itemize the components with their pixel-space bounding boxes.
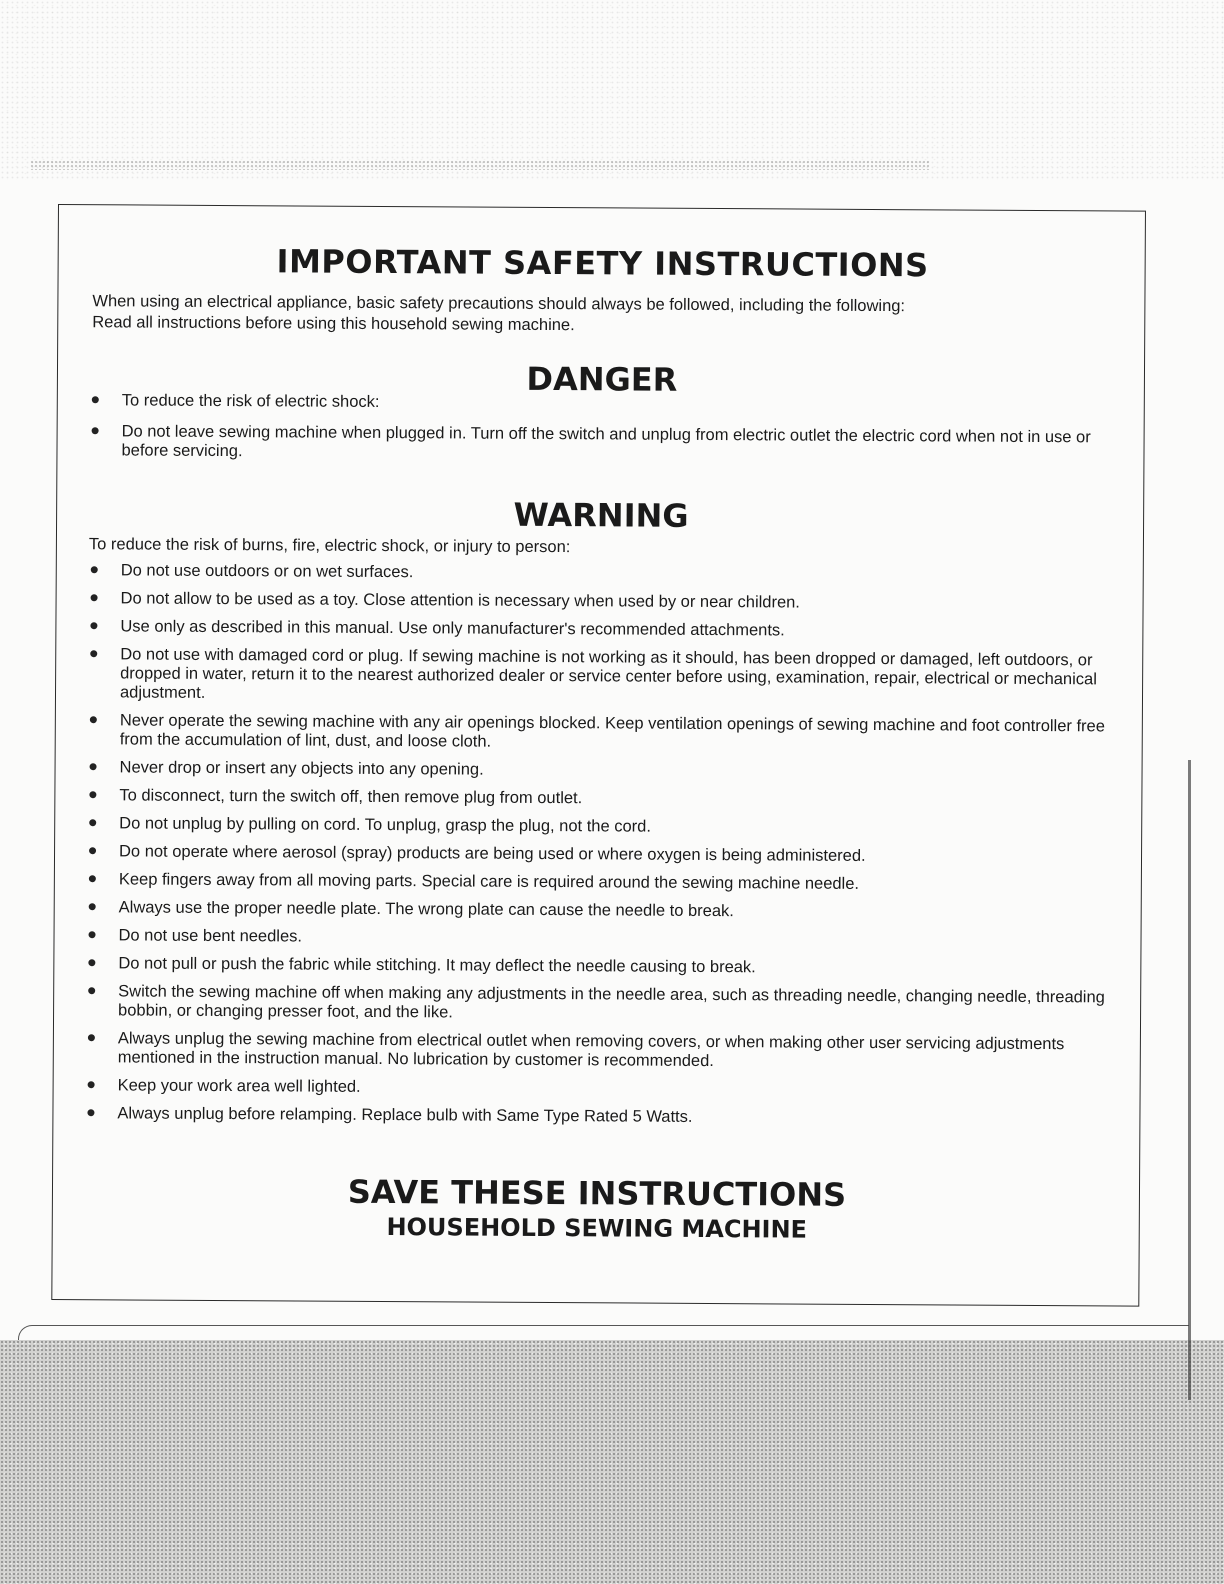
- list-item: [86, 617, 1116, 642]
- list-item: [84, 926, 1114, 951]
- list-item: [87, 589, 1117, 614]
- bullet-icon: [89, 875, 96, 882]
- list-item: [84, 1029, 1114, 1073]
- intro-line-2: Read all instructions before using this household sewing machine.: [92, 313, 575, 335]
- page-title: IMPORTANT SAFETY INSTRUCTIONS: [276, 242, 929, 285]
- bullet-icon: [88, 1081, 95, 1088]
- list-item-text: Never operate the sewing machine with any air openings blocked. Keep ventilation openings of sewing machine and foot controller free from the accumulation of lint, dust, and loose cloth.: [119, 711, 1105, 751]
- list-item-text: Keep your work area well lighted.: [117, 1076, 361, 1096]
- danger-heading: DANGER: [526, 359, 678, 399]
- bullet-icon: [91, 566, 98, 573]
- list-item-text: To reduce the risk of electric shock:: [121, 391, 380, 411]
- list-item-text: Keep fingers away from all moving parts. Special care is required around the sewing machine needle.: [118, 870, 860, 893]
- scan-noise-bottom: [0, 1340, 1224, 1584]
- list-item-text: Always unplug before relamping. Replace bulb with Same Type Rated 5 Watts.: [117, 1104, 693, 1126]
- bullet-icon: [89, 791, 96, 798]
- list-item: [84, 982, 1114, 1026]
- list-item-text: Do not unplug by pulling on cord. To unplug, grasp the plug, not the cord.: [119, 814, 651, 836]
- bullet-icon: [88, 987, 95, 994]
- bullet-icon: [90, 716, 97, 723]
- bullet-icon: [87, 1109, 94, 1116]
- safety-instructions-box: [51, 204, 1146, 1307]
- scan-noise-top: [0, 0, 1224, 180]
- list-item-text: To disconnect, turn the switch off, then remove plug from outlet.: [119, 786, 583, 808]
- bullet-icon: [92, 427, 99, 434]
- list-item-text: Do not use outdoors or on wet surfaces.: [120, 561, 414, 582]
- danger-list: [87, 391, 1117, 478]
- scan-noise-line: [30, 160, 930, 170]
- list-item-text: Never drop or insert any objects into any opening.: [119, 758, 484, 779]
- list-item: [85, 758, 1115, 783]
- list-item-text: Always unplug the sewing machine from electrical outlet when removing covers, or when making other user servicing adjustments mentioned in the instruction manual. No lubrication by customer is recommended.: [117, 1029, 1065, 1071]
- list-item-text: Do not operate where aerosol (spray) products are being used or where oxygen is being administered.: [118, 842, 866, 865]
- list-item: [84, 954, 1114, 979]
- bullet-icon: [90, 763, 97, 770]
- list-item: [87, 422, 1117, 466]
- warning-list: [83, 561, 1116, 1138]
- list-item: [85, 870, 1115, 895]
- bullet-icon: [90, 622, 97, 629]
- save-instructions-heading: SAVE THESE INSTRUCTIONS: [347, 1172, 847, 1214]
- list-item: [87, 561, 1117, 586]
- intro-line-1: When using an electrical appliance, basic safety precautions should always be followed, including the following:: [92, 292, 906, 316]
- list-item: [86, 645, 1116, 708]
- list-item-text: Do not use with damaged cord or plug. If sewing machine is not working as it should, has been dropped or damaged, left outdoors, or dropped in water, return it to the nearest authorized dealer or service center before using, examination, repair, electrical or mechanical adjustment.: [119, 645, 1097, 702]
- list-item: [85, 898, 1115, 923]
- bullet-icon: [88, 959, 95, 966]
- intro-paragraph: [92, 291, 1102, 339]
- list-item: [86, 711, 1116, 755]
- list-item-text: Use only as described in this manual. Use only manufacturer's recommended attachments.: [120, 617, 785, 640]
- bullet-icon: [90, 650, 97, 657]
- list-item-text: Always use the proper needle plate. The wrong plate can cause the needle to break.: [118, 898, 734, 921]
- product-subheading: HOUSEHOLD SEWING MACHINE: [386, 1213, 808, 1244]
- list-item-text: Switch the sewing machine off when making any adjustments in the needle area, such as threading needle, changing needle, threading bobbin, or changing presser foot, and the like.: [118, 982, 1105, 1022]
- list-item-text: Do not use bent needles.: [118, 926, 303, 946]
- warning-heading: WARNING: [513, 495, 689, 535]
- list-item-text: Do not leave sewing machine when plugged in. Turn off the switch and unplug from electric outlet the electric cord when not in use or before servicing.: [121, 422, 1091, 461]
- bullet-icon: [88, 1034, 95, 1041]
- list-item: [85, 786, 1115, 811]
- page-right-edge: [1188, 760, 1191, 1400]
- bullet-icon: [89, 903, 96, 910]
- bullet-icon: [91, 594, 98, 601]
- list-item-text: Do not allow to be used as a toy. Close attention is necessary when used by or near children.: [120, 589, 800, 612]
- list-item: [83, 1104, 1113, 1129]
- bullet-icon: [89, 819, 96, 826]
- list-item-text: Do not pull or push the fabric while stitching. It may deflect the needle causing to break.: [118, 954, 756, 977]
- bullet-icon: [89, 847, 96, 854]
- list-item: [85, 814, 1115, 839]
- list-item: [85, 842, 1115, 867]
- bullet-icon: [92, 396, 99, 403]
- warning-intro: To reduce the risk of burns, fire, electric shock, or injury to person:: [88, 535, 571, 557]
- bullet-icon: [89, 931, 96, 938]
- list-item: [84, 1076, 1114, 1101]
